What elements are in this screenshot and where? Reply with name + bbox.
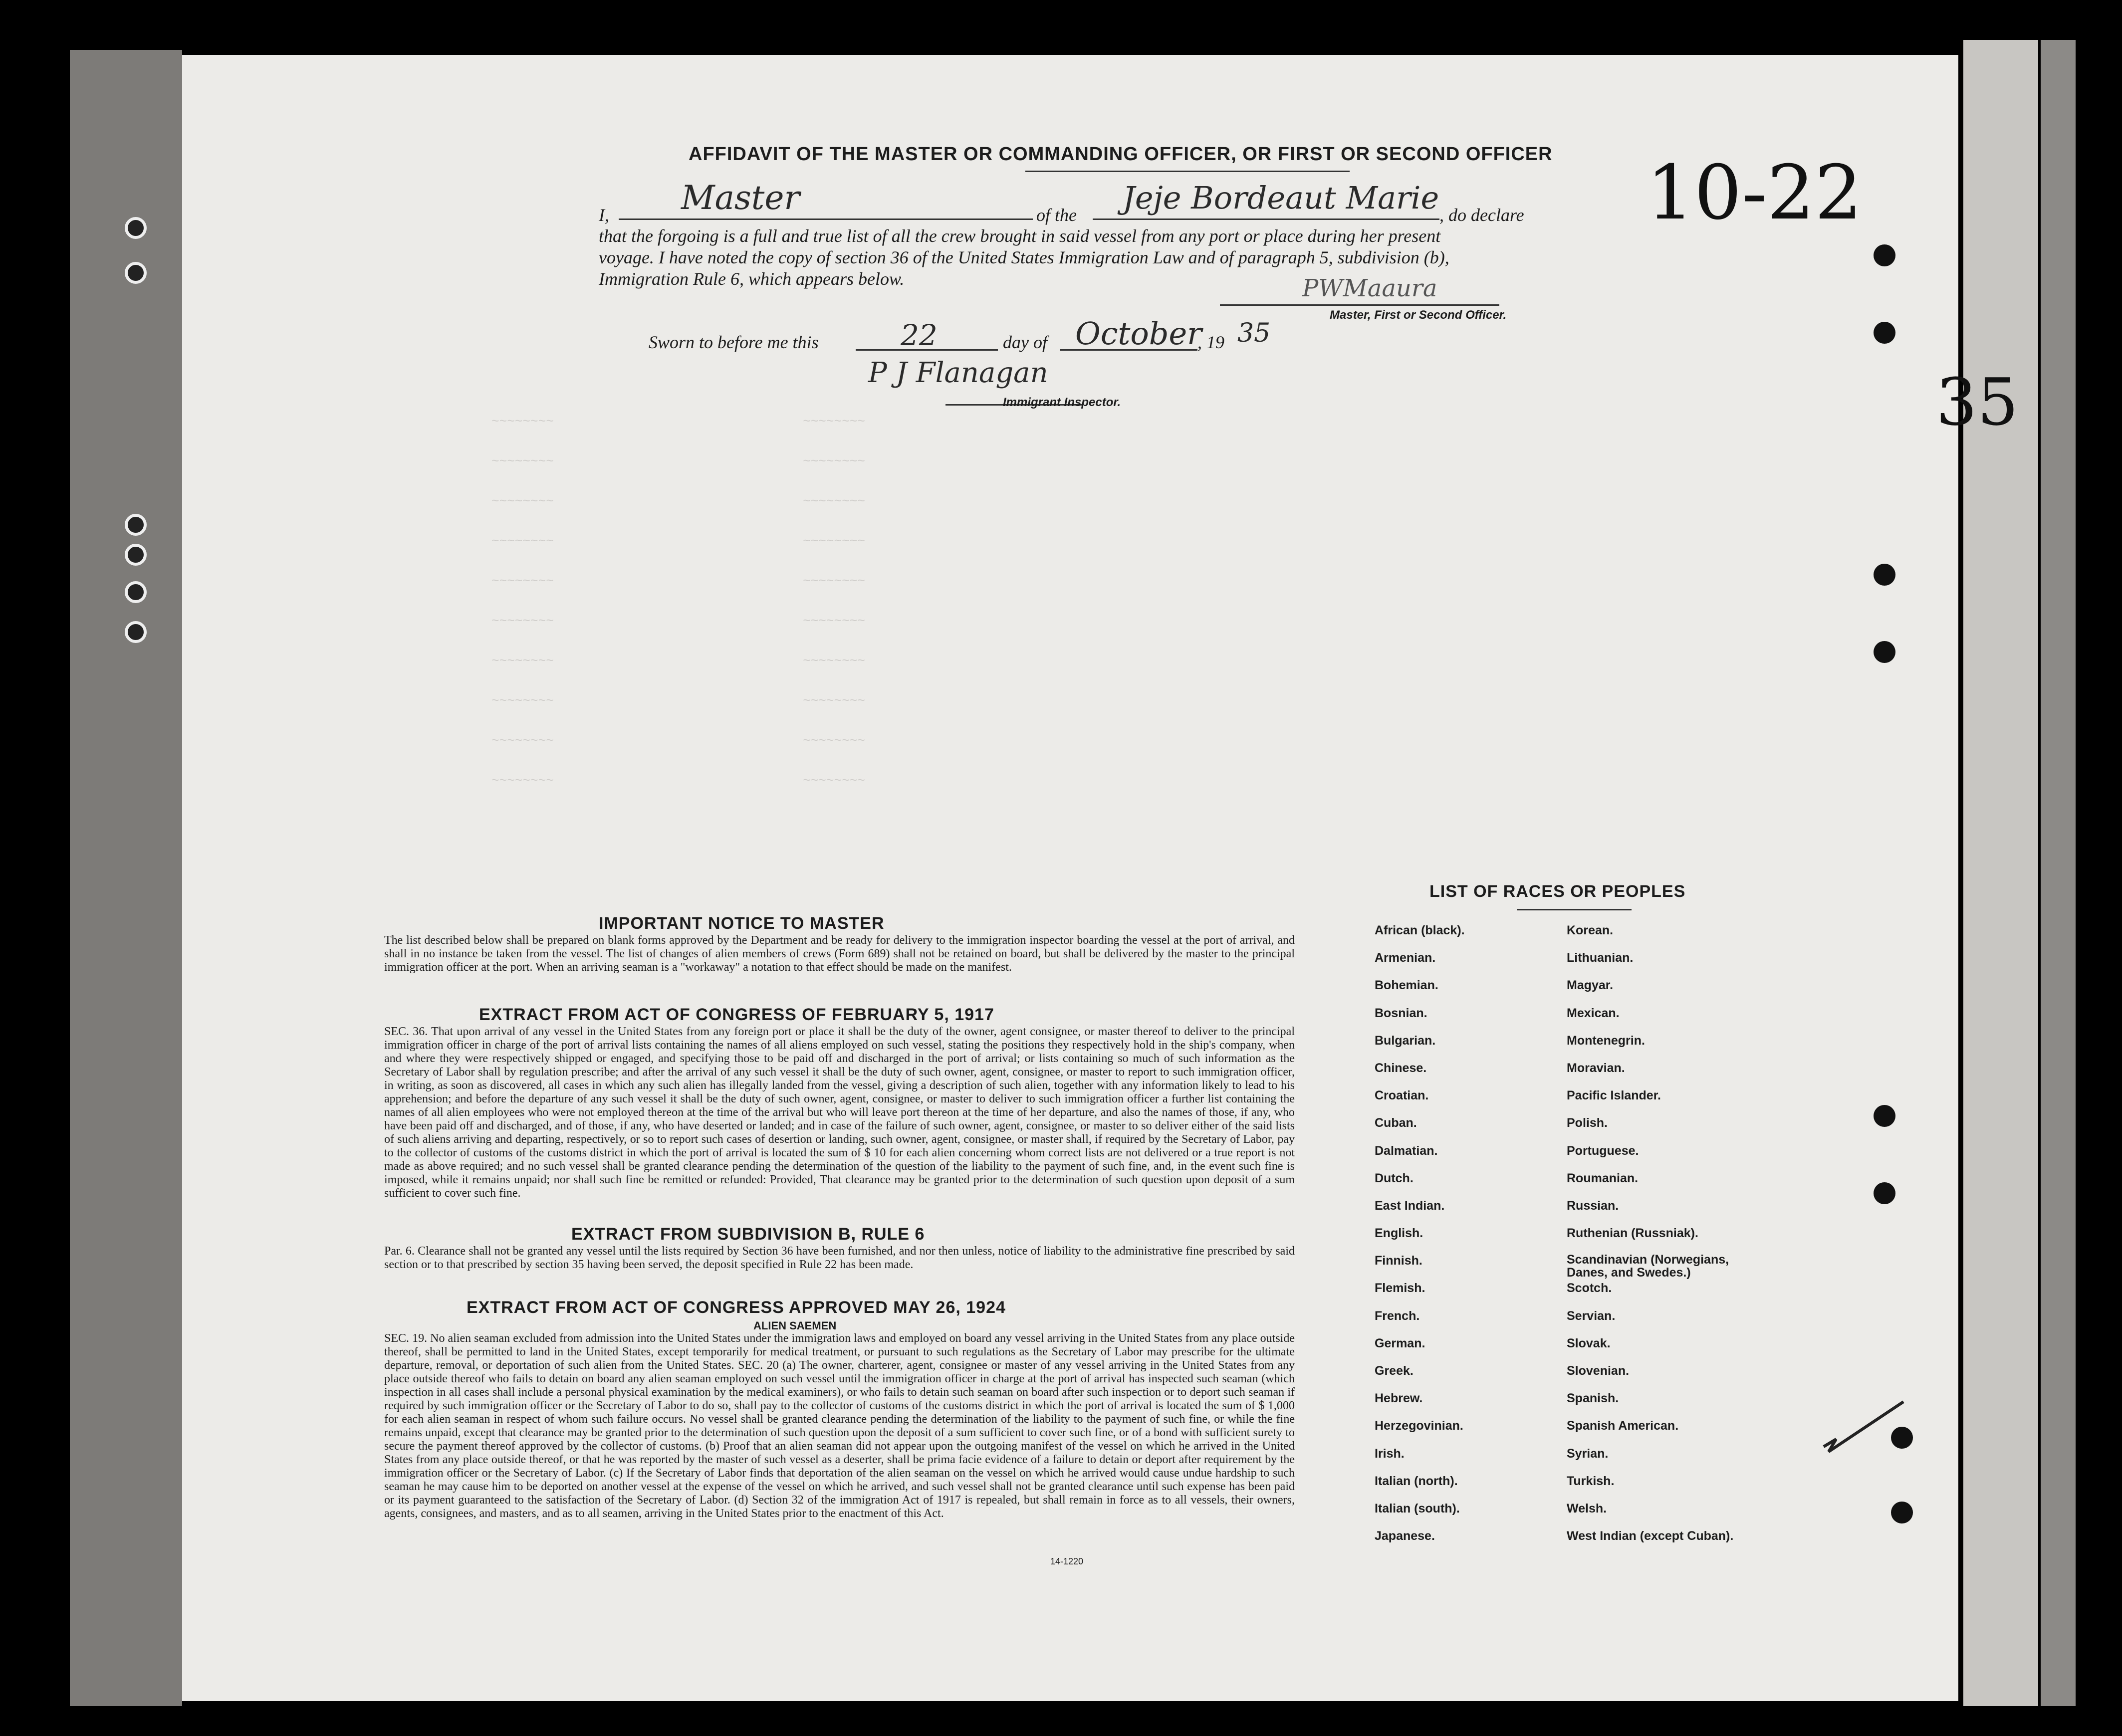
race-right-item: Mexican. (1567, 1006, 1620, 1020)
inspector-caption: Immigrant Inspector. (1003, 396, 1121, 409)
month-handwritten: October (1075, 315, 1202, 352)
race-left-item: African (black). (1375, 923, 1465, 937)
race-left-item: Japanese. (1375, 1529, 1435, 1543)
race-right-item: Portuguese. (1567, 1143, 1639, 1158)
month-line (1060, 349, 1197, 351)
race-right-item: Roumanian. (1567, 1171, 1639, 1185)
race-right-item: Spanish. (1567, 1391, 1619, 1406)
race-right-item: Pacific Islander. (1567, 1088, 1661, 1103)
race-left-item: East Indian. (1375, 1198, 1445, 1213)
punch-hole (1874, 1182, 1895, 1204)
check-mark-icon (1819, 1397, 1908, 1457)
notice-heading: IMPORTANT NOTICE TO MASTER (599, 914, 885, 933)
race-right-item: Turkish. (1567, 1474, 1615, 1488)
act-1917-heading: EXTRACT FROM ACT OF CONGRESS OF FEBRUARY 5, 1917 (479, 1005, 994, 1024)
right-page-edge-shadow (2041, 40, 2076, 1706)
day-line (856, 349, 998, 351)
race-left-item: Chinese. (1375, 1061, 1427, 1075)
punch-hole (1874, 322, 1895, 344)
vessel-handwritten: Jeje Bordeaut Marie (1123, 180, 1439, 216)
year-prefix: , 19 (1197, 332, 1224, 352)
day-handwritten: 22 (901, 318, 938, 352)
punch-hole (125, 544, 147, 566)
race-right-item: Korean. (1567, 923, 1614, 937)
act-1924-body: SEC. 19. No alien seaman excluded from admission into the United States under the immigration laws and employed on board any vessel arriving in the United States from any place outside thereof, shall be permitted to land in the United States, except temporarily for medical treatment, or pursuant to such regulations as the Secretary of Labor may prescribe for the ultimate departure, removal, or deportation of such alien from the United States. SEC. 20 (a) The owner, charterer, agent, consignee or master of any vessel arriving in the United States from any place outside thereof who fails to detain on board any alien seaman employed on such vessel until the immigration officer in charge at the port of arrival has inspected such seaman (which inspection in all cases shall include a personal physical examination by the medical examiners), or who fails to detain such seaman on board after such inspection or to deport such seaman if required by such immigration officer or the Secretary of Labor to do so, shall pay to the collector of customs of the customs district in which the port of arrival is located the sum of $ 1,000 for each alien seaman in respect of whom such failure occurs. No vessel shall be granted clearance pending the determination of the liability to the payment of such fine, or while the fine remains unpaid, except that clearance may be granted prior to the determination of such question upon the deposit of a sum sufficient to cover such fine, or of a bond with sufficient surety to secure the payment thereof approved by the collector of customs. (b) Proof that an alien seaman did not appear upon the outgoing manifest of the vessel on which he arrived in the United States from any place outside thereof, or that he was reported by the master of such vessel as a deserter, shall be prima facie evidence of a failure to detain or deport after requirement by the immigration officer or the Secretary of Labor. (c) If the Secretary of Labor finds that deportation of the alien seaman on the vessel on which he arrived would cause undue hardship to such seaman he may cause him to be deported on another vessel at the expense of the vessel on which he arrived, and such vessel shall not be granted clearance until such expense has been paid or its payment guaranteed to the satisfaction of the Secretary of Labor. (d) Section 32 of the immigration Act of 1917 is repealed, but shall remain in force as to all vessels, their owners, agents, consignees, and masters, and as to all seamen, arriving in the United States prior to the enactment of this Act. (384, 1332, 1295, 1520)
rank-line (619, 218, 1033, 220)
rank-handwritten: Master (681, 179, 800, 217)
right-page-edge (1963, 40, 2038, 1706)
punch-hole (125, 262, 147, 284)
act-1924-heading: EXTRACT FROM ACT OF CONGRESS APPROVED MAY 26, 1924 (467, 1298, 1006, 1317)
left-binding-edge (70, 50, 182, 1706)
master-caption: Master, First or Second Officer. (1330, 308, 1507, 322)
punch-hole (1891, 1427, 1913, 1449)
form-number: 14-1220 (1050, 1556, 1084, 1566)
race-right-item: Scotch. (1567, 1281, 1612, 1296)
races-heading: LIST OF RACES OR PEOPLES (1429, 882, 1686, 901)
document-page: ~~~~~~~~ ~~~~~~~~ ~~~~~~~~ ~~~~~~~~ ~~~~~~~~ ~~~~~~~~ ~~~~~~~~ ~~~~~~~~ ~~~~~~~~ ~~~~~~~~ ~~~~~~~~ ~~~~~~~~ ~~~~~~~~ ~~~~~~~~ ~~~~~~~~ ~~~~~~~~ ~~~~~~~~ ~~~~~~~~ ~~~~~~~~ ~~~~~~~~ AFFIDAVIT OF THE MASTER OR COMMANDING OFFICER, OR FIRST OR SECOND OFFICER I, Master of the Jeje Bordeaut Marie , do declare that the forgoing is a full and true list of all the crew brought in said vessel from any port or place during her present voyage. I have noted the copy of section 36 of the United States Immigration Law and of paragraph 5, subdivision (b), Immigration Rule 6, which appears below. PWMaaura Master, First or Second Officer. Sworn to before me this 22 day of October , 19 35 P J Flanagan Immigrant Inspector. IMPORTANT NOTICE TO MASTER The list described below shall be prepared on blank forms approved by the Department and be ready for delivery to the immigration inspector boarding the vessel at the port of arrival, and shall in no instance be taken from the vessel. The list of changes of alien members of crews (Form 689) shall not be retained on board, but shall be delivered by the master to the principal immigration officer at the port. When an arriving seaman is a "workaway" a notation to that effect should be made on the manifest. EXTRACT FROM ACT OF CONGRESS OF FEBRUARY 5, 1917 SEC. 36. That upon arrival of any vessel in the United States from any foreign port or place it shall be the duty of the owner, agent consignee, or master thereof to deliver to the principal immigration officer in charge of the port of arrival lists containing the names of all aliens employed on such vessel, stating the positions they respectively hold in the ship's company, when and where they were respectively shipped or engaged, and specifying those to be paid off and discharged in the port of arrival; or lists containing so much of such information as the Secretary of Labor shall by regulation prescribe; and after the arrival of any such vessel it shall be the duty of such owner, agent, consignee, or master to report to such immigration officer, in writing, as soon as discovered, all cases in which any such alien has illegally landed from the vessel, giving a description of such alien, together with any information likely to lead to his apprehension; and before the departure of any such vessel it shall be the duty of such owner, agent, consignee, or master to deliver to such immigration officer a further list containing the names of all alien employees who were not employed thereon at the time of the arrival but who will leave port thereon at the time of her departure, and also the names of those, if any, who have been paid off and discharged, and of those, if any, who have deserted or landed; and in case of the failure of such owner, agent, consignee, or master to so deliver either of the said lists of such aliens arriving and departing, respectively, or so to report such cases of desertion or landing, such owner, agent, consignee, or master shall, if required by the Secretary of Labor, pay to the collector of customs of the customs district in which the port of arrival is located the sum of $ 10 for each alien concerning whom correct lists are not delivered or a true report is not made as above required; and no such vessel shall be granted clearance pending the determination of the question of the liability to the payment of such fine, and, in the event such fine is imposed, while it remains unpaid; nor shall such fine be remitted or refunded: Provided, That clearance may be granted prior to the determination of such question upon deposit of a sum sufficient to cover such fine. EXTRACT FROM SUBDIVISION B, RULE 6 Par. 6. Clearance shall not be granted any vessel until the lists required by Section 36 have been furnished, and nor then unless, notice of liability to the administrative fine prescribed by said section or to that prescribed by section 35 having been served, the deposit specified in Rule 22 has been made. EXTRACT FROM ACT OF CONGRESS APPROVED MAY 26, 1924 ALIEN SAEMEN SEC. 19. No alien seaman excluded from admission into the United States under the immigration laws and employed on board any vessel arriving in the United States from any place outside thereof, shall be permitted to land in the United States, except temporarily for medical treatment, or pursuant to such regulations as the Secretary of Labor may prescribe for the ultimate departure, removal, or deportation of such alien from the United States. SEC. 20 (a) The owner, charterer, agent, consignee or master of any vessel arriving in the United States from any place outside thereof who fails to detain on board any alien seaman employed on such vessel until the immigration officer in charge at the port of arrival has inspected such seaman (which inspection in all cases shall include a personal physical examination by the medical examiners), or who fails to detain such seaman on board after such inspection or to deport such seaman if required by such immigration officer or the Secretary of Labor to do so, shall pay to the collector of customs of the customs district in which the port of arrival is located the sum of $ 1,000 for each alien seaman in respect of whom such failure occurs. No vessel shall be granted clearance pending the determination of the liability to the payment of such fine, or while the fine remains unpaid, except that clearance may be granted prior to the determination of such question upon the deposit of a sum sufficient to cover such fine, or of a bond with sufficient surety to secure the payment thereof approved by the collector of customs. (b) Proof that an alien seaman did not appear upon the outgoing manifest of the vessel on which he arrived in the United States from any place outside thereof, or that he was reported by the master of such vessel as a deserter, shall be prima facie evidence of a failure to detain or deport after requirement by the immigration officer or the Secretary of Labor. (c) If the Secretary of Labor finds that deportation of the alien seaman on the vessel on which he arrived would cause undue hardship to such seaman he may cause him to be deported on another vessel at the expense of the vessel on which he arrived, and such vessel shall not be granted clearance until such expense has been paid or its payment guaranteed to the satisfaction of the Secretary of Labor. (d) Section 32 of the immigration Act of 1917 is repealed, but shall remain in force as to all vessels, their owners, agents, consignees, and masters, and as to all seamen, arriving in the United States prior to the enactment of this Act. 14-1220 LIST OF RACES OR PEOPLES African (black). Armenian. Bohemian. Bosnian. Bulgarian. Chinese. Croatian. Cuban. Dalmatian. Dutch. East Indian. English. Finnish. Flemish. French. German. Greek. Hebrew. Herzegovinian. Irish. Italian (north). Italian (south). Japanese. Korean. Lithuanian. Magyar. Mexican. Montenegrin. Moravian. Pacific Islander. Polish. Portuguese. Roumanian. Russian. Ruthenian (Russniak). Scandinavian (Norwegians, Danes, and Swedes.) Scotch. Servian. Slovak. Slovenian. Spanish. Spanish American. Syrian. Turkish. Welsh. West Indian (except Cuban). (182, 55, 1958, 1701)
punch-hole (1874, 244, 1895, 266)
affidavit-line-4: Immigration Rule 6, which appears below. (599, 269, 905, 289)
sworn-label: Sworn to before me this (649, 332, 819, 352)
race-left-item: German. (1375, 1336, 1425, 1350)
affidavit-line-3: voyage. I have noted the copy of section 36 of the United States Immigration Law and of paragraph 5, subdivision (b), (599, 247, 1449, 267)
punch-hole (1891, 1502, 1913, 1523)
inspector-signature: P J Flanagan (868, 357, 1048, 389)
punch-hole (125, 581, 147, 603)
punch-hole (125, 514, 147, 536)
race-left-item: Dalmatian. (1375, 1143, 1438, 1158)
rule-6-body: Par. 6. Clearance shall not be granted any vessel until the lists required by Section 36 have been furnished, and nor then unless, notice of liability to the administrative fine prescribed by said section or to that prescribed by section 35 having been served, the deposit specified in Rule 22 has been made. (384, 1245, 1295, 1271)
race-left-item: Bosnian. (1375, 1006, 1427, 1020)
race-right-item: Slovenian. (1567, 1364, 1630, 1378)
master-signature: PWMaaura (1302, 274, 1437, 302)
race-left-item: Finnish. (1375, 1254, 1422, 1268)
corner-number-side: 35 (1936, 364, 2019, 440)
races-left-column (1375, 923, 1584, 1556)
race-right-item: Slovak. (1567, 1336, 1611, 1350)
punch-hole (125, 621, 147, 643)
race-right-item: Moravian. (1567, 1061, 1625, 1075)
race-left-item: Bulgarian. (1375, 1033, 1436, 1048)
act-1924-subheading: ALIEN SAEMEN (753, 1319, 837, 1332)
race-left-item: Croatian. (1375, 1088, 1429, 1103)
race-left-item: Cuban. (1375, 1116, 1417, 1130)
day-of-label: day of (1003, 332, 1047, 352)
race-left-item: English. (1375, 1226, 1423, 1241)
race-right-item: Spanish American. (1567, 1419, 1679, 1433)
do-declare: , do declare (1439, 205, 1524, 225)
notice-body: The list described below shall be prepared on blank forms approved by the Department and be ready for delivery to the immigration inspector boarding the vessel at the port of arrival, and shall in no instance be taken from the vessel. The list of changes of alien members of crews (Form 689) shall not be retained on board, but shall be delivered by the master to the principal immigration officer at the port. When an arriving seaman is a "workaway" a notation to that effect should be made on the manifest. (384, 934, 1295, 974)
act-1917-body: SEC. 36. That upon arrival of any vessel in the United States from any foreign port or place it shall be the duty of the owner, agent consignee, or master thereof to deliver to the principal immigration officer in charge of the port of arrival lists containing the names of all aliens employed on such vessel, stating the positions they respectively hold in the ship's company, when and where they were respectively shipped or engaged, and specifying those to be paid off and discharged in the port of arrival; or lists containing so much of such information as the Secretary of Labor shall by regulation prescribe; and after the arrival of any such vessel it shall be the duty of such owner, agent, consignee, or master to report to such immigration officer, in writing, as soon as discovered, all cases in which any such alien has illegally landed from the vessel, giving a description of such alien, together with any information likely to lead to his apprehension; and before the departure of any such vessel it shall be the duty of such owner, agent, consignee, or master to deliver to such immigration officer a further list containing the names of all alien employees who were not employed thereon at the time of the arrival but who will leave port thereon at the time of her departure, and also the names of those, if any, who have been paid off and discharged, and of those, if any, who have deserted or landed; and in case of the failure of such owner, agent, consignee, or master to so deliver either of the said lists of such aliens arriving and departing, respectively, or so to report such cases of desertion or landing, such owner, agent, consignee, or master shall, if required by the Secretary of Labor, pay to the collector of customs of the customs district in which the port of arrival is located the sum of $ 10 for each alien concerning whom correct lists are not delivered or a true report is not made as above required; and no such vessel shall be granted clearance pending the determination of the question of the liability to the payment of such fine, and, in the event such fine is imposed, while it remains unpaid; nor shall such fine be remitted or refunded: Provided, That clearance may be granted prior to the determination of such question upon deposit of a sum sufficient to cover such fine. (384, 1025, 1295, 1200)
year-handwritten: 35 (1237, 318, 1271, 348)
race-left-item: French. (1375, 1308, 1420, 1323)
race-right-item: Scandinavian (Norwegians, Danes, and Swedes.) (1567, 1253, 1729, 1280)
race-left-item: Hebrew. (1375, 1391, 1423, 1406)
punch-hole (1874, 564, 1895, 586)
race-left-item: Herzegovinian. (1375, 1419, 1463, 1433)
race-left-item: Bohemian. (1375, 978, 1438, 993)
race-right-item: Servian. (1567, 1308, 1616, 1323)
race-right-item: Welsh. (1567, 1501, 1607, 1516)
vessel-line (1093, 218, 1439, 220)
i-label: I, (599, 205, 609, 225)
race-right-item: Russian. (1567, 1198, 1619, 1213)
master-signature-line (1220, 304, 1499, 306)
race-right-item: West Indian (except Cuban). (1567, 1529, 1734, 1543)
rule-6-heading: EXTRACT FROM SUBDIVISION B, RULE 6 (571, 1225, 925, 1244)
race-left-item: Armenian. (1375, 951, 1436, 965)
race-left-item: Italian (north). (1375, 1474, 1458, 1488)
race-left-item: Dutch. (1375, 1171, 1414, 1185)
races-right-column (1567, 923, 1761, 1556)
affidavit-heading: AFFIDAVIT OF THE MASTER OR COMMANDING OFFICER, OR FIRST OR SECOND OFFICER (689, 144, 1553, 165)
race-left-item: Italian (south). (1375, 1501, 1460, 1516)
races-heading-rule (1517, 909, 1632, 910)
punch-hole (1874, 1105, 1895, 1127)
punch-hole (1874, 641, 1895, 663)
race-left-item: Irish. (1375, 1446, 1405, 1461)
corner-number-top: 10-22 (1647, 150, 1863, 236)
race-right-item: Lithuanian. (1567, 951, 1634, 965)
heading-rule (1025, 171, 1350, 172)
punch-hole (125, 217, 147, 239)
race-left-item: Greek. (1375, 1364, 1414, 1378)
affidavit-line-2: that the forgoing is a full and true list of all the crew brought in said vessel from any port or place during her present (599, 226, 1441, 246)
race-left-item: Flemish. (1375, 1281, 1425, 1296)
race-right-item: Magyar. (1567, 978, 1614, 993)
race-right-item: Montenegrin. (1567, 1033, 1645, 1048)
of-the-label: of the (1036, 205, 1077, 225)
race-right-item: Polish. (1567, 1116, 1608, 1130)
race-right-item: Syrian. (1567, 1446, 1609, 1461)
race-right-item: Ruthenian (Russniak). (1567, 1226, 1698, 1241)
